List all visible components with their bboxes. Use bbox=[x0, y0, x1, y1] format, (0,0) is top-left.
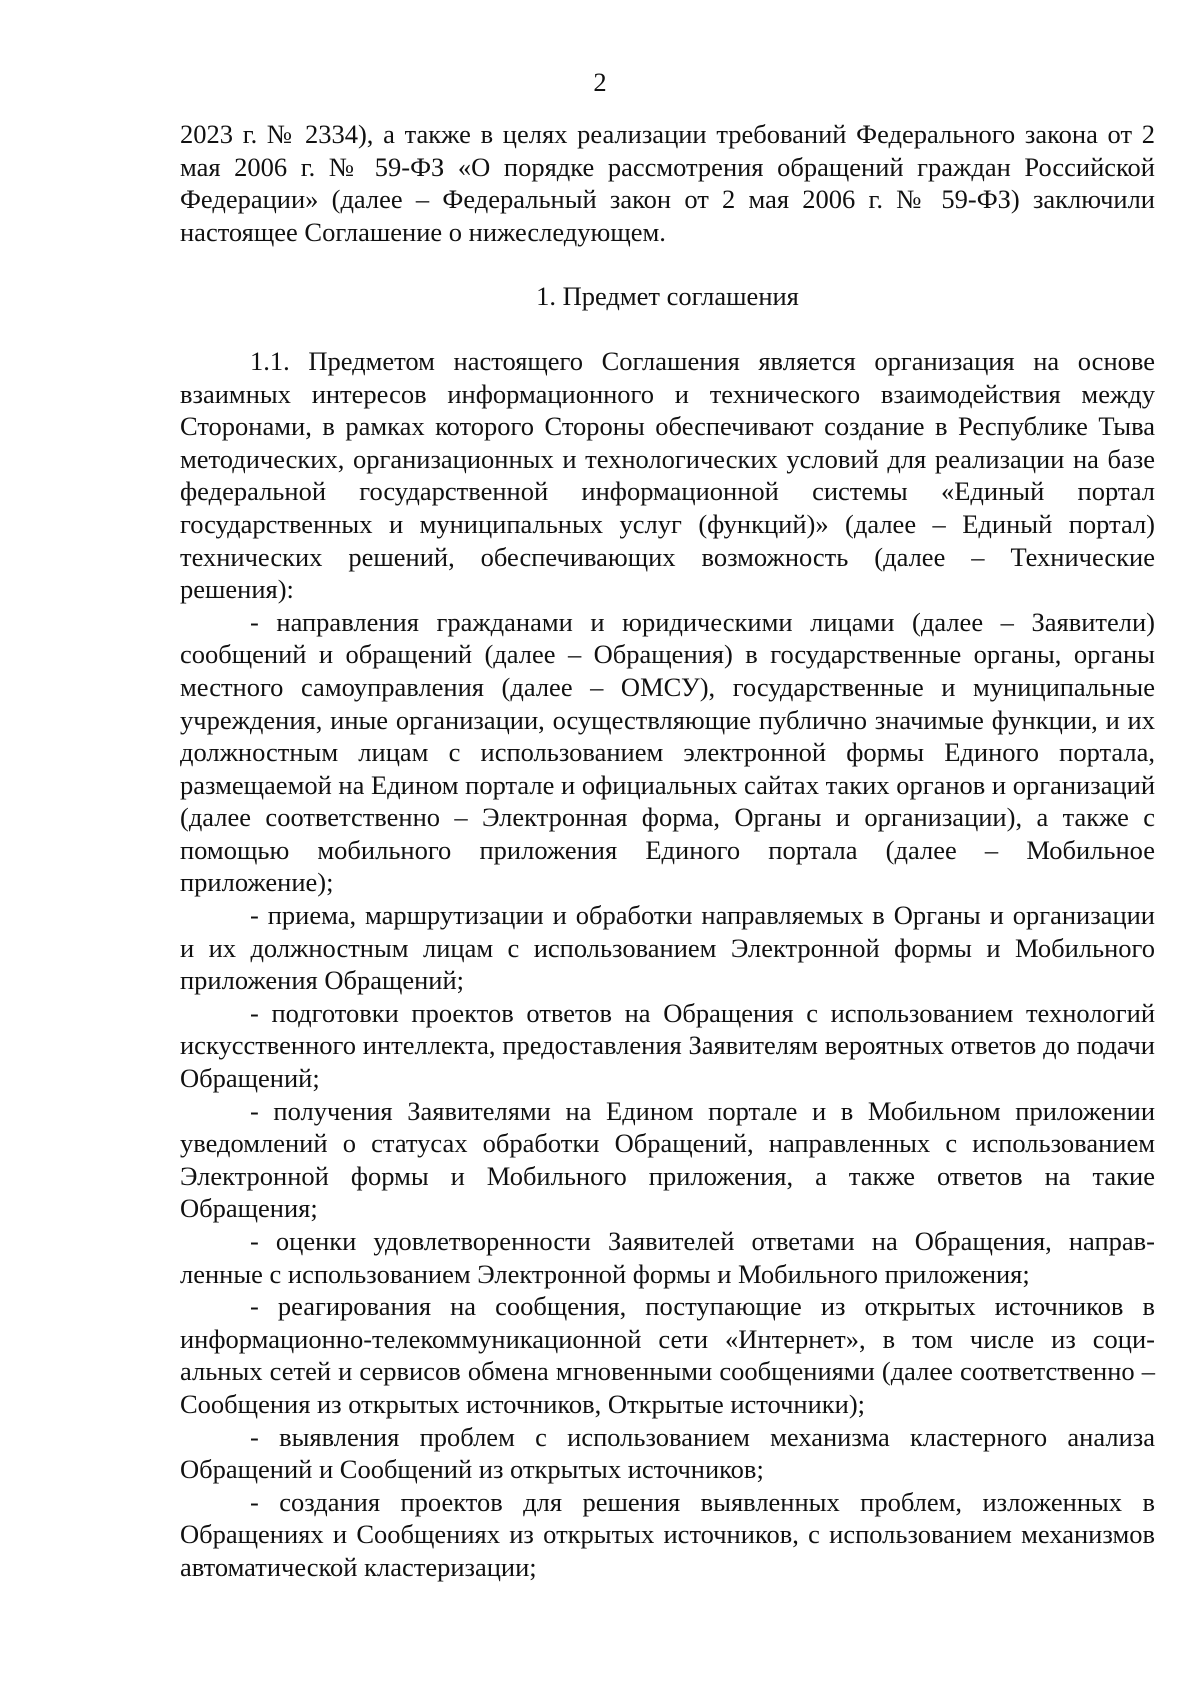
list-item: - оценки удовлетворенности Заявителей ответами на Обращения, направленные с использованием Электронной формы и Мобильного приложения; bbox=[180, 1226, 1155, 1289]
list-item: - приема, маршрутизации и обработки направляемых в Органы и организации и их должностным лицам с использованием Электронной формы и Мобильного приложения Обращений; bbox=[180, 900, 1155, 996]
list-item: - выявления проблем с использованием механизма кластерного анализа Обращений и Сообщений из открытых источников; bbox=[180, 1421, 1155, 1485]
list-item: - подготовки проектов ответов на Обращения с использованием технологий искусственного интеллекта, предоставления Заявителям вероятных ответов до подачи Обращений; bbox=[180, 997, 1155, 1094]
section-heading: 1. Предмет соглашения bbox=[536, 281, 799, 312]
list-item: - получения Заявителями на Едином портале и в Мобильном приложении уведомлений о статусах обработки Обращений, направленных с использованием Электронной формы и Мобильного приложения, а также ответов на такие Обращения; bbox=[180, 1095, 1155, 1224]
clause-1-1: 1.1. Предметом настоящего Соглашения является организация на основе взаимных интересов информационного и технического взаимодействия между Сторонами, в рамках которого Стороны обеспечивают создание в Республике Тыва методических, организационных и технологических условий для реализации на базе федеральной государственной информационной системы «Единый портал государственных и муниципальных услуг (функций)» (далее – Единый портал) технических решений, обеспечивающих возможность (далее – Технические решения): bbox=[180, 345, 1155, 605]
list-item: - реагирования на сообщения, поступающие из открытых источников в информационно-телекоммуникационной сети «Интернет», в том числе из социальных сетей и сервисов обмена мгновенными сообщениями (далее соответственно – Сообщения из открытых источников, Открытые источники); bbox=[180, 1291, 1155, 1419]
list-item: - создания проектов для решения выявленных проблем, изложенных в Обращениях и Сообщениях из открытых источников, с использованием механизмов автоматической кластеризации; bbox=[180, 1486, 1155, 1582]
document-body bbox=[180, 118, 1155, 1584]
intro-paragraph: 2023 г. № 2334), а также в целях реализации требований Федерального закона от 2 мая 2006 г. № 59-ФЗ «О порядке рассмотрения обращений граждан Российской Федерации» (далее – Федеральный закон от 2 мая 2006 г. № 59-ФЗ) заключили настоящее Соглашение о нижеследующем. bbox=[180, 119, 1155, 247]
list-item: - направления гражданами и юридическими лицами (далее – Заявители) сообщений и обращений (далее – Обращения) в государственные органы, органы местного самоуправления (далее – ОМСУ), государственные и муниципальные учреждения, иные организации, осуществляющие публично значимые функции, и их должностным лицам с использованием электронной формы Единого портала, размещаемой на Едином портале и официальных сайтах таких органов и организаций (далее соответственно – Электронная форма, Органы и организации), а также с помощью мобильного приложения Единого портала (далее – Мобильное приложение); bbox=[180, 606, 1155, 898]
page-number: 2 bbox=[593, 67, 607, 97]
